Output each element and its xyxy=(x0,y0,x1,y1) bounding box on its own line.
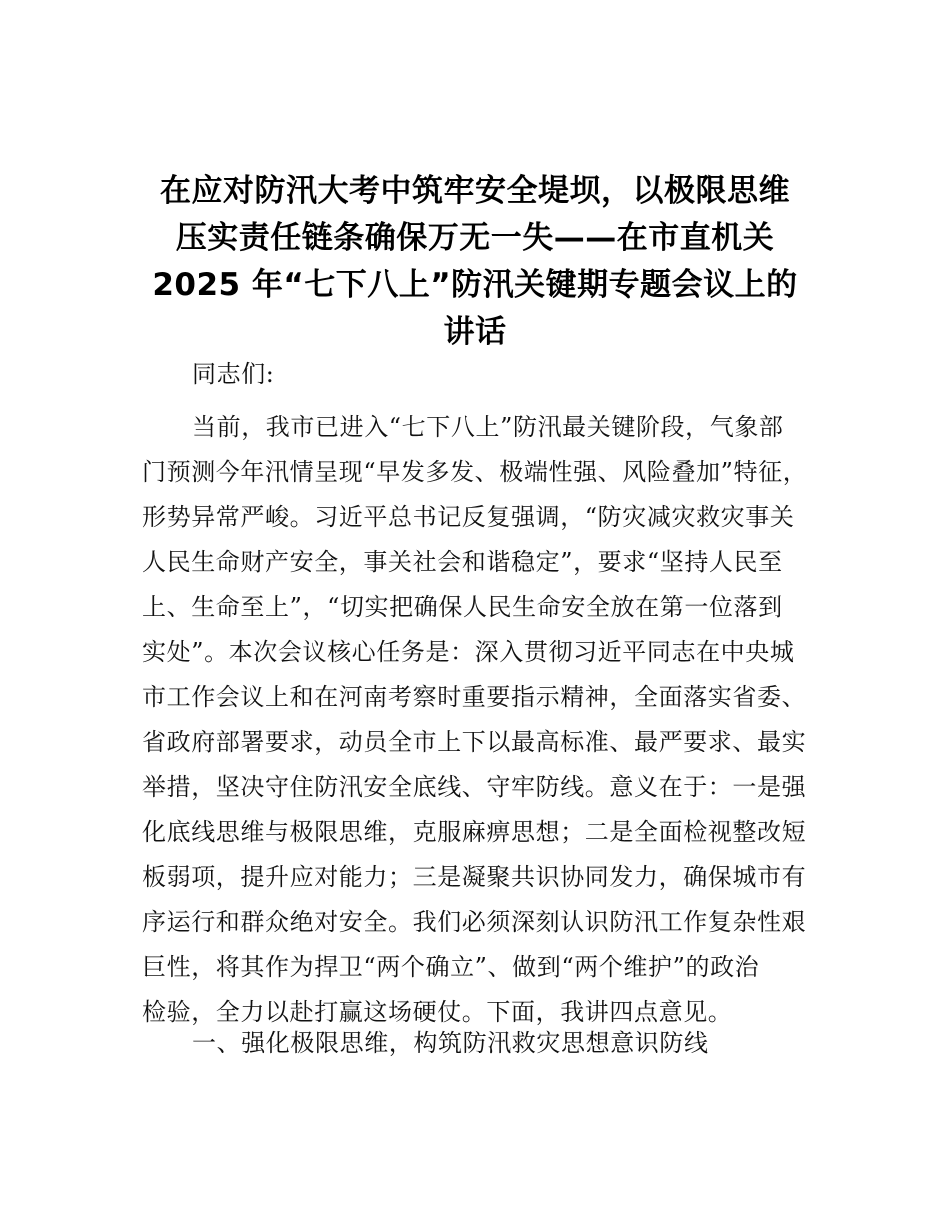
paragraph-line: 门预测今年汛情呈现“早发多发、极端性强、风险叠加”特征， xyxy=(142,458,808,486)
section-heading-text: 一、强化极限思维，构筑防汛救灾思想意识防线 xyxy=(192,1029,709,1057)
document-title xyxy=(120,168,830,356)
title-line-1: 在应对防汛大考中筑牢安全堤坝，以极限思维 xyxy=(160,173,790,209)
paragraph-line: 省政府部署要求，动员全市上下以最高标准、最严要求、最实 xyxy=(142,728,807,756)
paragraph-line: 人民生命财产安全，事关社会和谐稳定”，要求“坚持人民至 xyxy=(142,548,783,576)
paragraph-line: 当前，我市已进入“七下八上”防汛最关键阶段，气象部 xyxy=(192,413,784,441)
paragraph-line: 市工作会议上和在河南考察时重要指示精神，全面落实省委、 xyxy=(142,683,807,711)
paragraph-line: 实处”。本次会议核心任务是：深入贯彻习近平同志在中央城 xyxy=(142,638,795,666)
paragraph-line: 序运行和群众绝对安全。我们必须深刻认识防汛工作复杂性艰 xyxy=(142,908,807,936)
paragraph-line: 形势异常严峻。习近平总书记反复强调，“防灾减灾救灾事关 xyxy=(142,503,795,531)
salutation xyxy=(142,352,814,397)
paragraph-line: 化底线思维与极限思维，克服麻痹思想；二是全面检视整改短 xyxy=(142,818,807,846)
paragraph-line: 板弱项，提升应对能力；三是凝聚共识协同发力，确保城市有 xyxy=(142,863,807,891)
paragraph-line: 举措，坚决守住防汛安全底线、守牢防线。意义在于：一是强 xyxy=(142,773,807,801)
title-line-4: 讲话 xyxy=(443,314,507,350)
section-heading-1 xyxy=(142,1021,814,1066)
intro-paragraph xyxy=(142,405,814,1035)
salutation-text: 同志们: xyxy=(192,360,275,388)
paragraph-line: 巨性，将其作为捍卫“两个确立”、做到“两个维护”的政治 xyxy=(142,953,760,981)
title-line-2: 压实责任链条确保万无一失——在市直机关 xyxy=(175,220,775,256)
title-line-3: 2025 年“七下八上”防汛关键期专题会议上的 xyxy=(152,267,798,303)
paragraph-line: 检验，全力以赴打赢这场硬仗。下面，我讲四点意见。 xyxy=(142,998,733,1026)
paragraph-line: 上、生命至上”，“切实把确保人民生命安全放在第一位落到 xyxy=(142,593,783,621)
